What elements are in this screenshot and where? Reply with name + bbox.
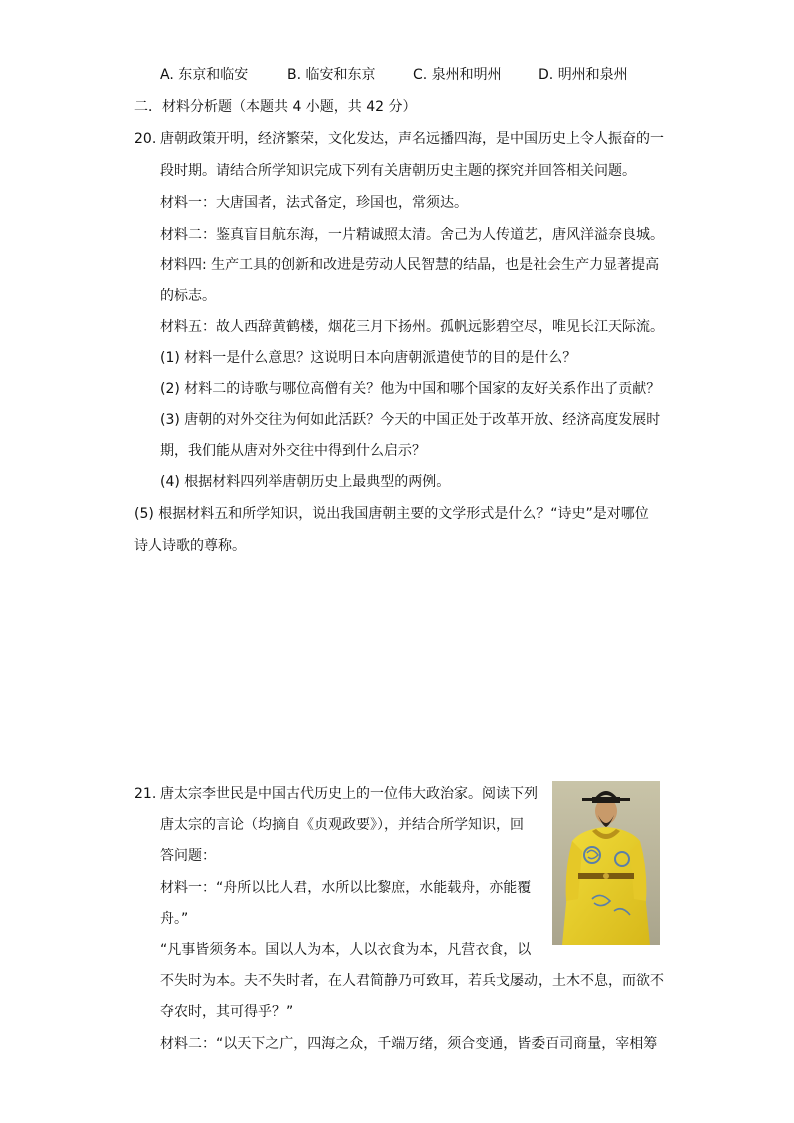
q20-material2: 材料二：鉴真盲目航东海，一片精诚照太清。舍己为人传道艺，唐风洋溢奈良城。 xyxy=(160,227,664,243)
q20-sub4: (4) 根据材料四列举唐朝历史上最典型的两例。 xyxy=(160,474,451,490)
section-title: 二．材料分析题（本题共 4 小题，共 42 分） xyxy=(134,99,417,115)
option-a: A. 东京和临安 xyxy=(160,67,249,83)
option-d: D. 明州和泉州 xyxy=(538,67,628,83)
q20-sub1: (1) 材料一是什么意思？这说明日本向唐朝派遣使节的目的是什么？ xyxy=(160,350,577,366)
option-b: B. 临安和东京 xyxy=(287,67,376,83)
q20-sub3-line1: (3) 唐朝的对外交往为何如此活跃？今天的中国正处于改革开放、经济高度发展时 xyxy=(160,412,661,428)
portrait-illustration xyxy=(552,781,660,945)
q21-intro-line1: 唐太宗李世民是中国古代历史上的一位伟大政治家。阅读下列 xyxy=(160,786,538,802)
q21-intro-line2: 唐太宗的言论（均摘自《贞观政要》），并结合所学知识，回 xyxy=(160,817,524,833)
q21-material1-line2: 舟。” xyxy=(160,911,189,927)
q21-quote2-line1: “凡事皆须务本。国以人为本，人以衣食为本，凡营衣食，以 xyxy=(160,942,532,958)
q20-material4-line2: 的标志。 xyxy=(160,288,216,304)
q20-intro-line1: 唐朝政策开明，经济繁荣，文化发达，声名远播四海，是中国历史上令人振奋的一 xyxy=(160,131,664,147)
q21-material2-line1: 材料二：“以天下之广，四海之众，千端万绪，须合变通，皆委百司商量，宰相筹 xyxy=(160,1036,658,1052)
q20-material1: 材料一：大唐国者，法式备定，珍国也，常须达。 xyxy=(160,195,468,211)
option-c: C. 泉州和明州 xyxy=(413,67,502,83)
q21-intro-line3: 答问题： xyxy=(160,848,216,864)
q20-sub5-line2: 诗人诗歌的尊称。 xyxy=(134,538,246,554)
q21-quote2-line3: 夺农时，其可得乎？” xyxy=(160,1004,294,1020)
q21-quote2-line2: 不失时为本。夫不失时者，在人君简静乃可致耳，若兵戈屡动，土木不息，而欲不 xyxy=(160,973,664,989)
emperor-taizong-portrait xyxy=(552,781,660,945)
q20-sub3-line2: 期，我们能从唐对外交往中得到什么启示？ xyxy=(160,443,426,459)
q20-sub5-line1: (5) 根据材料五和所学知识，说出我国唐朝主要的文学形式是什么？“诗史”是对哪位 xyxy=(134,506,649,522)
question-number-21: 21. xyxy=(134,786,157,802)
q20-material4-line1: 材料四: 生产工具的创新和改进是劳动人民智慧的结晶，也是社会生产力显著提高 xyxy=(160,257,660,273)
q20-sub2: (2) 材料二的诗歌与哪位高僧有关？他为中国和哪个国家的友好关系作出了贡献？ xyxy=(160,381,661,397)
question-number-20: 20. xyxy=(134,131,157,147)
q21-material1-line1: 材料一：“舟所以比人君，水所以比黎庶，水能载舟，亦能覆 xyxy=(160,880,532,896)
q20-intro-line2: 段时期。请结合所学知识完成下列有关唐朝历史主题的探究并回答相关问题。 xyxy=(160,163,636,179)
q20-material5: 材料五：故人西辞黄鹤楼，烟花三月下扬州。孤帆远影碧空尽，唯见长江天际流。 xyxy=(160,319,664,335)
